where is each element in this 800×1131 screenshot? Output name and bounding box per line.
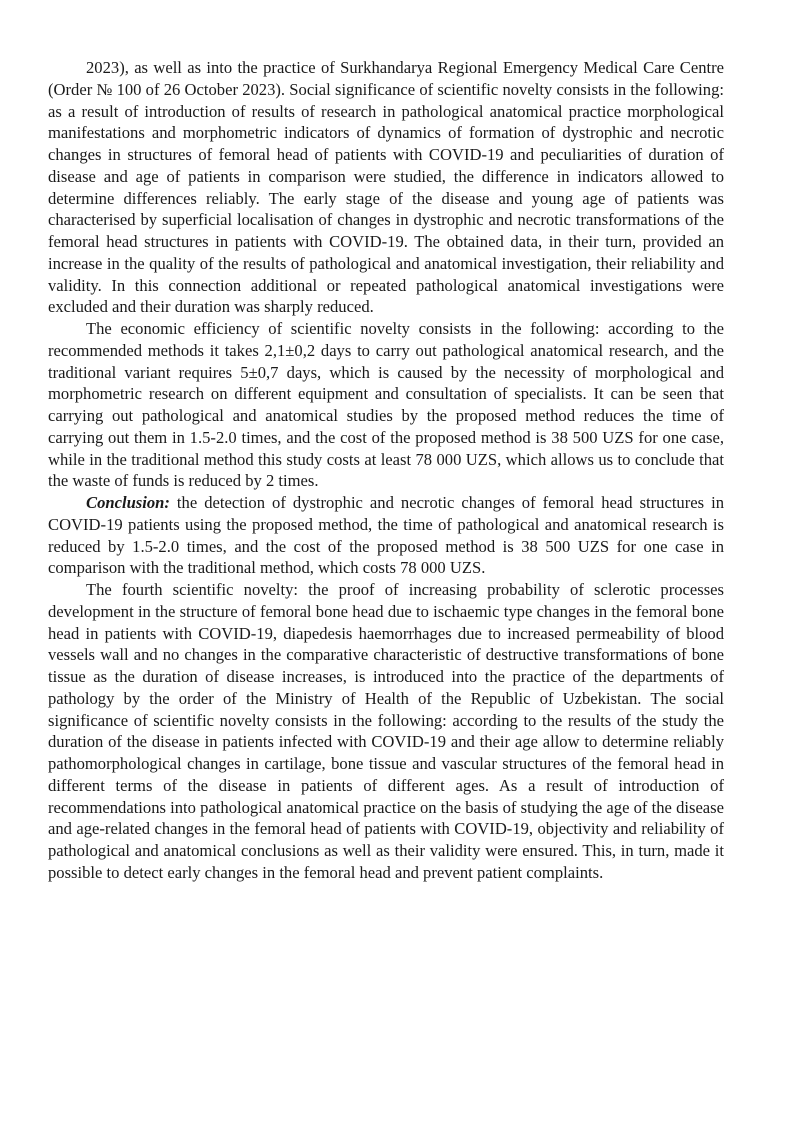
- paragraph-social-significance: [48, 57, 724, 318]
- conclusion-lead: Conclusion:: [86, 493, 170, 512]
- paragraph-economic-efficiency: [48, 318, 724, 492]
- paragraph-text: The economic efficiency of scientific novelty consists in the following: according to the recommended methods it takes 2,1±0,2 days to carry out pathological anatomical research, and the traditional variant requires 5±0,7 days, which is caused by the necessity of morphological and morphometric research on different equipment and consultation of specialists. It can be seen that carrying out pathological and anatomical studies by the proposed method reduces the time of carrying out them in 1.5-2.0 times, and the cost of the proposed method is 38 500 UZS for one case, while in the traditional method this study costs at least 78 000 UZS, which allows us to conclude that the waste of funds is reduced by 2 times.: [48, 319, 724, 491]
- paragraph-text: 2023), as well as into the practice of Surkhandarya Regional Emergency Medical Care Centre (Order № 100 of 26 October 2023). Social significance of scientific novelty consists in the following: as a result of introduction of results of research in pathological anatomical practice morphological manifestations and morphometric indicators of dynamics of formation of dystrophic and necrotic changes in structures of femoral head of patients with COVID-19 and peculiarities of duration of disease and age of patients in comparison were studied, the difference in indicators allowed to determine differences reliably. The early stage of the disease and young age of patients was characterised by superficial localisation of changes in dystrophic and necrotic transformations of the femoral head structures in patients with COVID-19. The obtained data, in their turn, provided an increase in the quality of the results of pathological and anatomical investigation, their reliability and validity. In this connection additional or repeated pathological anatomical investigations were excluded and their duration was sharply reduced.: [48, 58, 724, 317]
- paragraph-text: The fourth scientific novelty: the proof of increasing probability of sclerotic processes development in the structure of femoral bone head due to ischaemic type changes in the femoral bone head in patients with COVID-19, diapedesis haemorrhages due to increased permeability of blood vessels wall and no changes in the comparative characteristic of destructive transformations of bone tissue as the duration of disease increases, is introduced into the practice of the departments of pathology by the order of the Ministry of Health of the Republic of Uzbekistan. The social significance of scientific novelty consists in the following: according to the results of the study the duration of the disease in patients infected with COVID-19 and their age allow to determine reliably pathomorphological changes in cartilage, bone tissue and vascular structures of the femoral head in different terms of the disease in patients of different ages. As a result of introduction of recommendations into pathological anatomical practice on the basis of studying the age of the disease and age-related changes in the femoral head of patients with COVID-19, objectivity and reliability of pathological and anatomical conclusions as well as their validity were ensured. This, in turn, made it possible to detect early changes in the femoral head and prevent patient complaints.: [48, 580, 724, 882]
- document-page: [48, 57, 724, 884]
- paragraph-text: the detection of dystrophic and necrotic changes of femoral head structures in COVID-19 patients using the proposed method, the time of pathological and anatomical research is reduced by 1.5-2.0 times, and the cost of the proposed method is 38 500 UZS for one case in comparison with the traditional method, which costs 78 000 UZS.: [48, 493, 724, 578]
- paragraph-conclusion: [48, 492, 724, 579]
- paragraph-fourth-novelty: [48, 579, 724, 884]
